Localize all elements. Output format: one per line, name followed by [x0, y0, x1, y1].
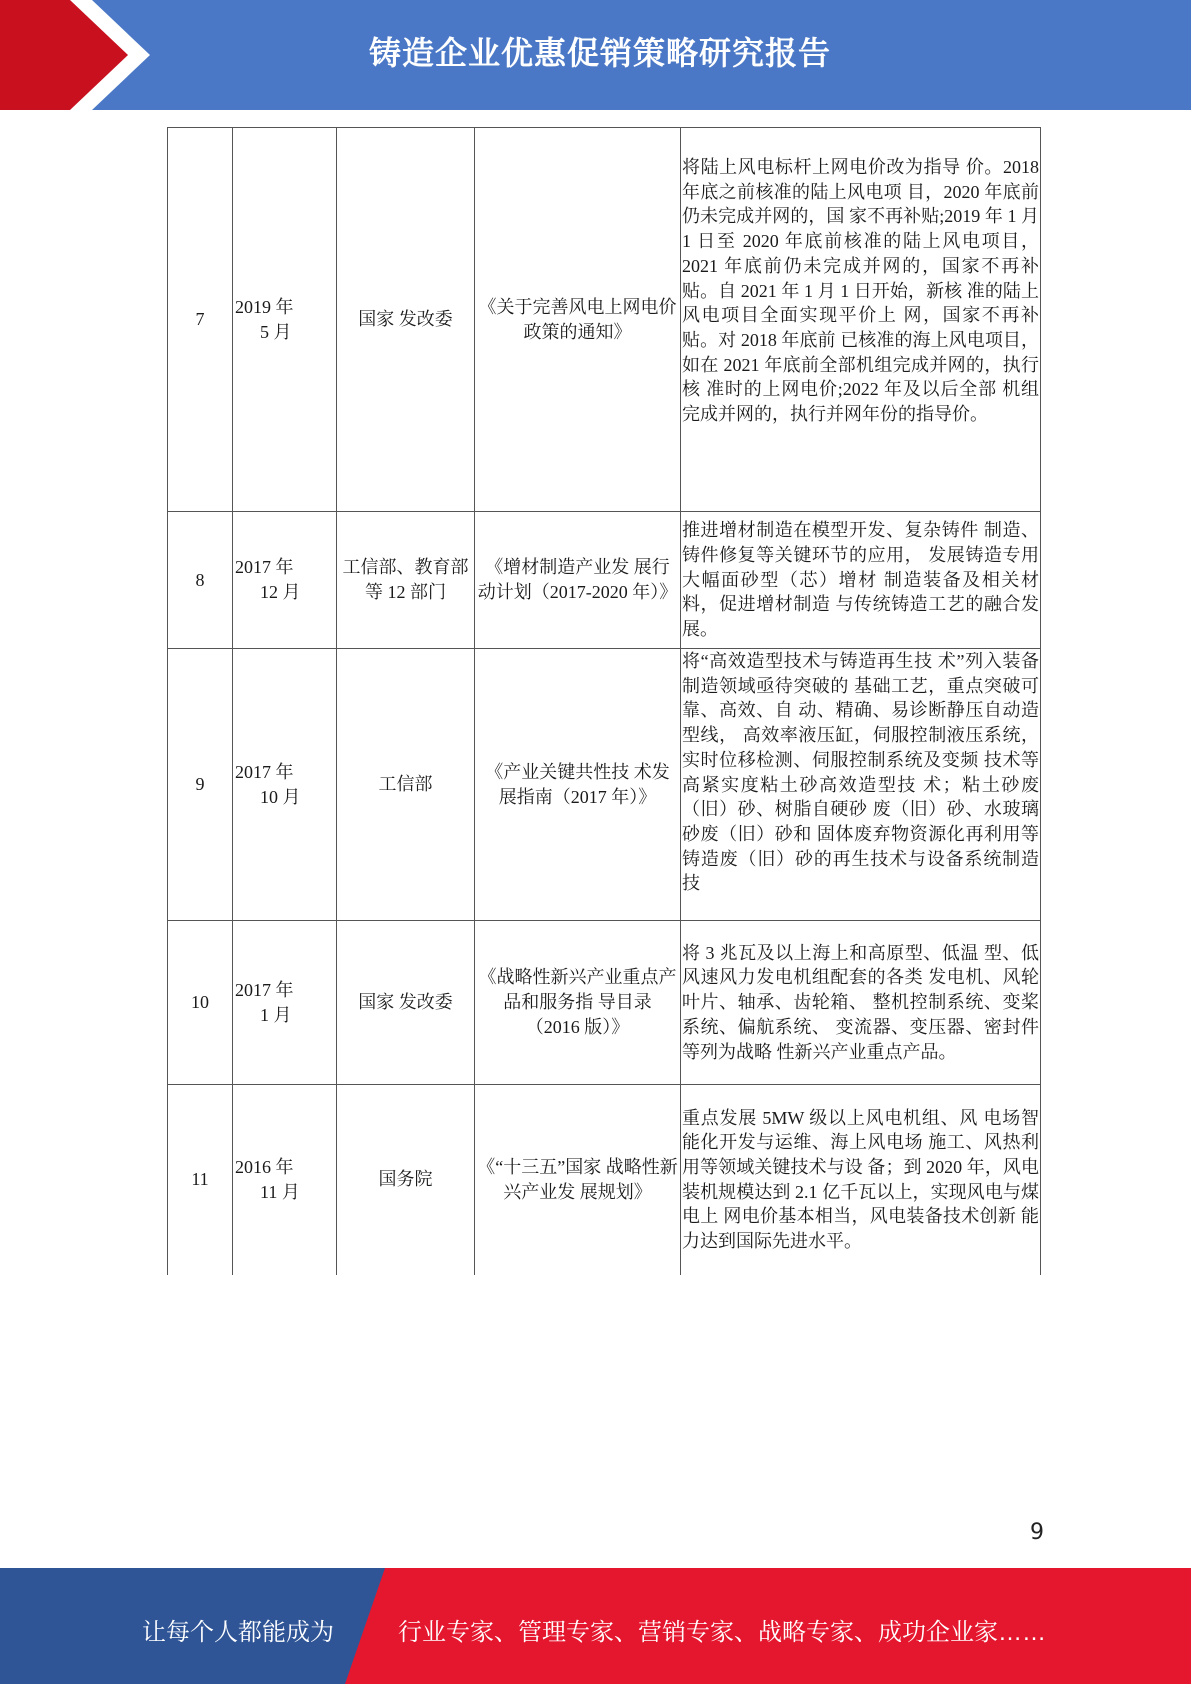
row-date [233, 649, 337, 921]
row-date [233, 512, 337, 649]
row-department: 工信部 [337, 649, 475, 921]
row-document: 《关于完善风电上网电价政策的通知》 [475, 128, 681, 512]
footer-slogan-right: 行业专家、管理专家、营销专家、战略专家、成功企业家…… [398, 1619, 1046, 1646]
date-month: 11 月 [260, 1181, 300, 1202]
row-department: 国务院 [337, 1085, 475, 1275]
page-number: 9 [1030, 1520, 1044, 1545]
date-month: 5 月 [260, 321, 292, 342]
report-title: 铸造企业优惠促销策略研究报告 [368, 34, 831, 72]
row-department: 国家 发改委 [337, 921, 475, 1085]
row-content: 重点发展 5MW 级以上风电机组、风 电场智能化开发与运维、海上风电场 施工、风热利用等领域关键技术与设 备；到 2020 年，风电装机规模达到 2.1 亿千瓦以上，实现风电与煤电上 网电价基本相当，风电装备技术创新 能力达到国际先进水平。 [681, 1085, 1041, 1275]
date-month: 12 月 [260, 582, 301, 602]
row-date [233, 921, 337, 1085]
table-row [168, 512, 1041, 649]
row-date [233, 1085, 337, 1275]
date-month: 10 月 [260, 786, 301, 807]
table-row [168, 1085, 1041, 1275]
row-number: 7 [168, 128, 233, 512]
row-content [681, 649, 1041, 921]
date-year: 2016 年 [235, 1157, 294, 1178]
header-arrow-decoration [0, 0, 160, 110]
table-row [168, 649, 1041, 921]
row-content: 将陆上风电标杆上网电价改为指导 价。2018 年底之前核准的陆上风电项 目，2020 年底前仍未完成并网的，国 家不再补贴;2019 年 1 月 1 日至 2020 年底前核准的陆上风电项目，2021 年底前仍未完成并网的，国家不再补 贴。自 2021 年 1 月 1 日开始，新核 准的陆上风电项目全面实现平价上 网，国家不再补贴。对 2018 年底前 已核准的海上风电项目，如在 2021 年底前全部机组完成并网的，执行核 准时的上网电价;2022 年及以后全部 机组完成并网的，执行并网年份的指导价。 [681, 128, 1041, 512]
row-number: 9 [168, 649, 233, 921]
row-document: 《产业关键共性技 术发展指南（2017 年）》 [475, 649, 681, 921]
row-number: 10 [168, 921, 233, 1085]
row-date [233, 128, 337, 512]
row-content-text: 将“高效造型技术与铸造再生技 术”列入装备制造领域亟待突破的 基础工艺，重点突破可靠、高效、自 动、精确、易诊断静压自动造型线， 高效率液压缸，伺服控制液压系统，实时位移检测、伺服控制系统及变频 技术等高紧实度粘土砂高效造型技 术；粘土砂废（旧）砂、树脂自硬砂 废（旧）砂、水玻璃砂废（旧）砂和 固体废弃物资源化再利用等铸造废（旧）砂的再生技术与设备系统制造 技 [682, 651, 1039, 894]
date-year: 2017 年 [235, 979, 294, 1000]
date-month: 1 月 [260, 1004, 292, 1025]
row-department: 工信部、教育部等 12 部门 [337, 512, 475, 649]
table-row [168, 128, 1041, 512]
row-content: 推进增材制造在模型开发、复杂铸件 制造、铸件修复等关键环节的应用， 发展铸造专用大幅面砂型（芯）增材 制造装备及相关材料，促进增材制造 与传统铸造工艺的融合发展。 [681, 512, 1041, 649]
row-document: 《战略性新兴产业重点产品和服务指 导目录（2016 版）》 [475, 921, 681, 1085]
row-content: 将 3 兆瓦及以上海上和高原型、低温 型、低风速风力发电机组配套的各类 发电机、风轮叶片、轴承、齿轮箱、 整机控制系统、变桨系统、偏航系统、 变流器、变压器、密封件等列为战略 性新兴产业重点产品。 [681, 921, 1041, 1085]
row-document: 《“十三五”国家 战略性新兴产业发 展规划》 [475, 1085, 681, 1275]
date-year: 2019 年 [235, 296, 294, 317]
row-department: 国家 发改委 [337, 128, 475, 512]
row-number: 11 [168, 1085, 233, 1275]
table-row [168, 921, 1041, 1085]
row-document: 《增材制造产业发 展行动计划（2017-2020 年）》 [475, 512, 681, 649]
footer-slogan-left: 让每个人都能成为 [142, 1619, 334, 1646]
date-year: 2017 年 [235, 557, 294, 578]
date-year: 2017 年 [235, 761, 294, 782]
row-number: 8 [168, 512, 233, 649]
policy-table [167, 127, 1041, 1275]
